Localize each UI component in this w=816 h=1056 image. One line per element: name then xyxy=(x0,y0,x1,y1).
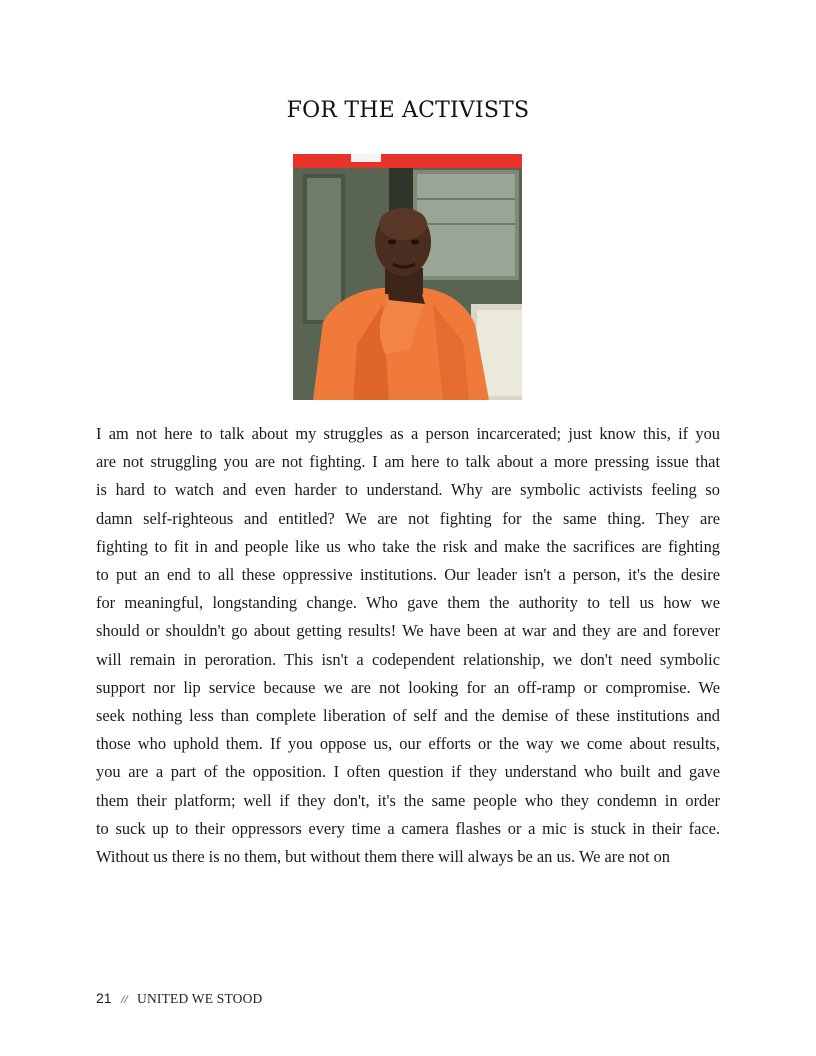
body-line: should or shouldn't go about getting results! We have been at war and they are and forever xyxy=(96,621,720,641)
page-footer xyxy=(96,990,263,1007)
body-line: to put an end to all these oppressive institutions. Our leader isn't a person, it's the desire xyxy=(96,565,720,585)
footer-separator: // xyxy=(120,992,128,1006)
inmate-photo xyxy=(293,154,522,400)
body-line: fighting to fit in and people like us who take the risk and make the sacrifices are fighting xyxy=(96,536,720,556)
body-line: damn self-righteous and entitled? We are not fighting for the same thing. They are xyxy=(96,508,720,528)
body-line: I am not here to talk about my struggles as a person incarcerated; just know this, if you xyxy=(96,424,720,443)
page-number: 21 xyxy=(96,990,112,1006)
inmate-photo-illustration xyxy=(293,154,522,400)
page-title: FOR THE ACTIVISTS xyxy=(286,98,530,123)
body-line: you are a part of the opposition. I often question if they understand who built and gave xyxy=(96,762,720,782)
body-line: are not struggling you are not fighting. I am here to talk about a more pressing issue that xyxy=(96,452,720,472)
body-line: them their platform; well if they don't, it's the same people who they condemn in order xyxy=(96,790,720,810)
body-line: to suck up to their oppressors every time a camera flashes or a mic is stuck in their face. xyxy=(96,818,720,838)
body-line: support nor lip service because we are not looking for an off-ramp or compromise. We xyxy=(96,677,720,697)
body-line: those who uphold them. If you oppose us, our efforts or the way we come about results, xyxy=(96,734,720,754)
body-line: will remain in peroration. This isn't a codependent relationship, we don't need symbolic xyxy=(96,649,720,669)
body-line: for meaningful, longstanding change. Who gave them the authority to tell us how we xyxy=(96,593,720,613)
body-line: seek nothing less than complete liberation of self and the demise of these institutions and xyxy=(96,706,720,726)
body-line: Without us there is no them, but without them there will always be an us. We are not on xyxy=(96,847,671,867)
publication-name: UNITED WE STOOD xyxy=(137,991,263,1006)
body-line: is hard to watch and even harder to understand. Why are symbolic activists feeling so xyxy=(96,480,720,500)
article-body xyxy=(96,420,720,871)
